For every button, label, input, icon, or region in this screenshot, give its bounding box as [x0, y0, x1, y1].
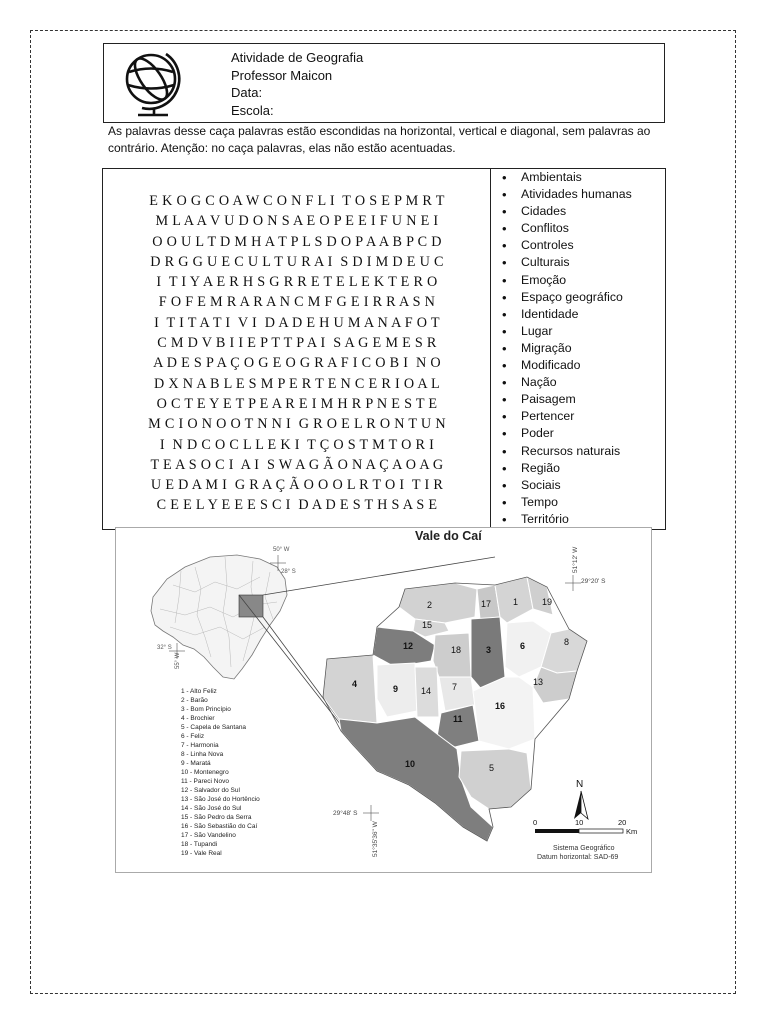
grid-row: I T I T A T I V I D A D E H U M A N A F O T	[154, 314, 440, 331]
grid-row: F O F E M R A R A N C M F G E I R R A S N	[158, 294, 436, 311]
legend-item: 6 - Feliz	[181, 733, 205, 740]
region-label: 4	[352, 679, 358, 689]
grid-row: U E D A M I G R A Ç Ã O O O L R T O I T I R	[150, 477, 444, 494]
grid-row: M C I O N O O T N N I G R O E L R O N T U N	[148, 416, 446, 433]
map-title: Vale do Caí	[415, 529, 482, 543]
grid-row: O C T E Y E T P E A R E I M H R P N E S T E	[156, 395, 438, 412]
vale-do-cai-map	[115, 527, 652, 873]
scale-label: 10	[575, 818, 584, 827]
grid-row: I T I Y A E R H S G R R E T E L E K T E R O	[156, 274, 438, 291]
region-label: 5	[489, 763, 495, 773]
globe-icon	[120, 48, 190, 120]
list-item: • Emoção	[499, 272, 632, 289]
legend-item: 15 - São Pedro da Serra	[181, 814, 252, 821]
region-label: 14	[421, 686, 432, 696]
region-label: 13	[533, 677, 544, 687]
legend-item: 13 - São José do Hortêncio	[181, 796, 260, 803]
list-item: • Tempo	[499, 494, 632, 511]
north-label: N	[576, 779, 584, 790]
scale-bar	[535, 829, 623, 833]
grid-row: C M D V B I I E P T T P A I S A G E M E S R	[157, 335, 437, 352]
list-item: • Conflitos	[499, 220, 632, 237]
legend-item: 5 - Capela de Santana	[181, 724, 247, 731]
legend-item: 10 - Montenegro	[181, 769, 229, 776]
region-label: 8	[564, 637, 570, 647]
list-item: • Controles	[499, 237, 632, 254]
instructions-text: As palavras desse caça palavras estão escondidas na horizontal, vertical e diagonal, sem palavras ao contrário. Atenção: no caça palavras, elas não estão acentuadas.	[108, 124, 651, 155]
region-18	[433, 633, 471, 677]
region-label: 10	[405, 759, 416, 769]
list-item: • Paisagem	[499, 391, 632, 408]
list-item: • Cidades	[499, 203, 632, 220]
legend-item: 9 - Maratá	[181, 760, 211, 767]
region-16	[473, 677, 535, 749]
header-date: Data:	[231, 85, 263, 100]
legend-item: 3 - Bom Princípio	[181, 706, 231, 713]
list-item: • Espaço geográfico	[499, 289, 632, 306]
legend-item: 16 - São Sebastião do Caí	[181, 823, 258, 830]
header-box	[103, 43, 665, 123]
region-label: 3	[486, 645, 492, 655]
legend-item: 2 - Barão	[181, 697, 208, 704]
grid-row: T E A S O C I A I S W A G Ã O N A Ç A O A G	[150, 456, 444, 473]
region-label: 19	[542, 597, 553, 607]
legend-item: 12 - Salvador do Sul	[181, 787, 240, 794]
grid-row: O O U L T D M H A T P L S D O P A A B P C D	[152, 233, 442, 250]
legend-item: 4 - Brochier	[181, 715, 215, 722]
region-label: 12	[403, 641, 414, 651]
list-item: • Pertencer	[499, 408, 632, 425]
word-search-box	[102, 168, 666, 530]
list-item: • Migração	[499, 340, 632, 357]
coord-label: 32° S	[157, 645, 172, 651]
list-item: • Sociais	[499, 477, 632, 494]
legend-item: 14 - São José do Sul	[181, 805, 242, 812]
grid-row: C E E L Y E E E S C I D A D E S T H S A S E	[156, 497, 438, 514]
legend-item: 11 - Pareci Novo	[181, 778, 229, 785]
scale-label: 20	[618, 818, 627, 827]
legend-item: 8 - Linha Nova	[181, 751, 224, 758]
header-school: Escola:	[231, 102, 274, 118]
list-item: • Culturais	[499, 254, 632, 271]
scale-unit: Km	[626, 827, 638, 836]
list-item: • Região	[499, 460, 632, 477]
region-label: 2	[427, 600, 433, 610]
header-title: Atividade de Geografia	[231, 50, 364, 65]
list-item: • Atividades humanas	[499, 186, 632, 203]
region-label: 16	[495, 701, 506, 711]
locator-highlight	[239, 595, 263, 617]
list-item: • Identidade	[499, 306, 632, 323]
coord-label: 29°20' S	[581, 578, 606, 585]
region-label: 1	[513, 597, 519, 607]
region-label: 7	[452, 682, 458, 692]
grid-row: D X N A B L E S M P E R T E N C E R I O A L	[153, 375, 441, 392]
legend-item: 19 - Vale Real	[181, 850, 222, 857]
region-label: 9	[393, 684, 399, 694]
legend-item: 18 - Tupandi	[181, 841, 218, 848]
coord-label: 55° W	[175, 652, 181, 669]
coord-label: 51°12' W	[572, 546, 579, 573]
map-datum: Datum horizontal: SAD-69	[537, 854, 619, 861]
coord-label: 51°35'36" W	[372, 821, 379, 857]
grid-row: M L A A V U D O N S A E O P E E I F U N E I	[155, 213, 439, 230]
region-label: 6	[520, 641, 526, 651]
grid-row: E K O G C O A W C O N F L I T O S E P M R T	[149, 193, 445, 209]
header-teacher: Professor Maicon	[231, 67, 333, 83]
grid-row: A D E S P A Ç O G E O G R A F I C O B I N O	[153, 355, 441, 372]
list-item: • Recursos naturais	[499, 443, 632, 460]
list-item: • Lugar	[499, 323, 632, 340]
legend-item: 7 - Harmonia	[181, 742, 219, 749]
map-system: Sistema Geográfico	[553, 845, 615, 852]
legend-item: 1 - Alto Feliz	[181, 688, 217, 695]
scale-label: 0	[533, 818, 538, 827]
list-item: • Território	[499, 511, 632, 528]
grid-row: D R G G U E C U L T U R A I S D I M D E U C	[150, 253, 444, 270]
coord-label: 28° S	[281, 569, 296, 575]
region-label: 18	[451, 645, 462, 655]
list-item: • Modificado	[499, 357, 632, 374]
list-item: • Ambientais	[499, 169, 632, 186]
coord-label: 29°48' S	[333, 810, 358, 817]
word-search-grid	[103, 169, 491, 529]
legend-item: 17 - São Vandelino	[181, 832, 236, 839]
grid-row: I N D C O C L L E K I T Ç O S T M T O R I	[159, 436, 435, 453]
list-item: • Poder	[499, 425, 632, 442]
coord-label: 50° W	[273, 547, 290, 553]
word-list	[499, 169, 632, 528]
region-label: 17	[481, 599, 492, 609]
list-item: • Nação	[499, 374, 632, 391]
region-label: 15	[422, 620, 433, 630]
region-label: 11	[453, 714, 463, 724]
